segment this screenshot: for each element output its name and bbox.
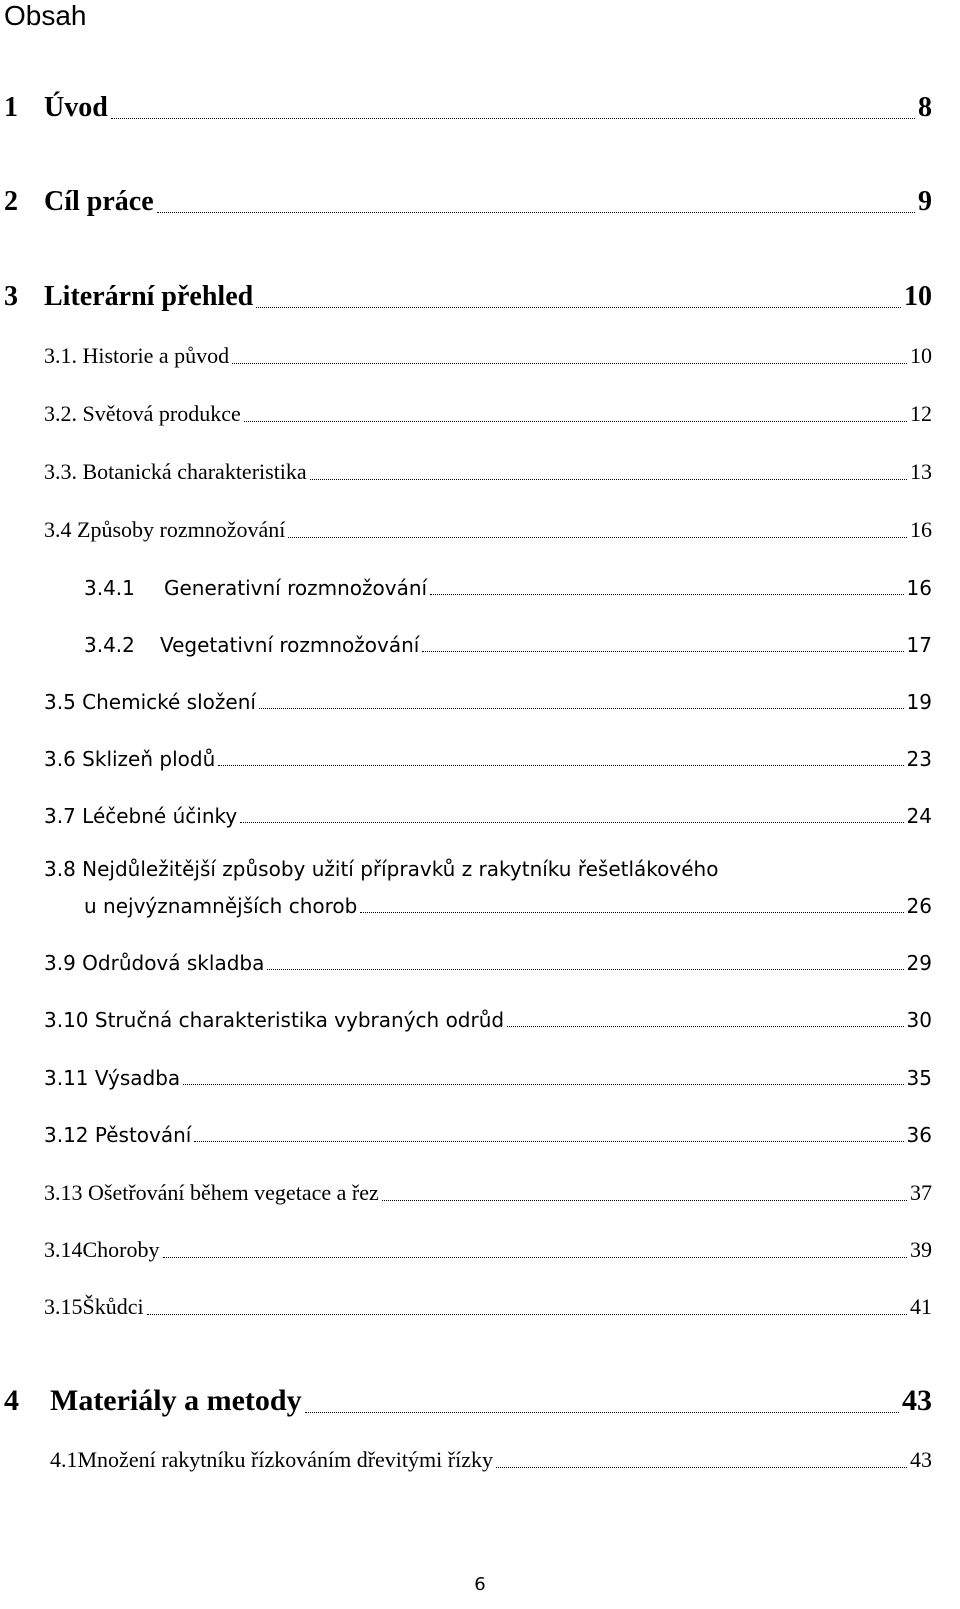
toc-entry-3-13[interactable] <box>44 1180 932 1206</box>
toc-number: 3.4.2 <box>84 633 135 657</box>
toc-entry-3-4-2[interactable] <box>84 633 932 657</box>
toc-entry-materialy-a-metody[interactable] <box>4 1384 932 1418</box>
toc-page-number: 17 <box>906 633 932 657</box>
toc-number: 1 <box>4 92 18 123</box>
toc-number: 3 <box>4 281 18 312</box>
toc-entry-3-4[interactable] <box>44 517 932 543</box>
toc-page-number: 26 <box>906 894 932 918</box>
dot-leader <box>259 708 904 709</box>
dot-leader <box>183 1084 903 1085</box>
toc-page-number: 29 <box>906 951 932 975</box>
toc-page-number: 43 <box>910 1447 932 1472</box>
toc-entry-3-14[interactable] <box>44 1237 932 1263</box>
toc-entry-3-8[interactable] <box>84 894 932 918</box>
toc-page-number: 16 <box>910 517 932 542</box>
toc-title: 3.14Choroby <box>44 1237 160 1262</box>
toc-label <box>4 1384 302 1418</box>
toc-entry-4-1[interactable] <box>50 1447 932 1473</box>
dot-leader <box>256 307 901 308</box>
toc-page-number: 37 <box>910 1180 932 1205</box>
dot-leader <box>288 537 907 538</box>
toc-entry-3-12[interactable] <box>44 1123 932 1147</box>
toc-entry-uvod[interactable] <box>4 92 932 124</box>
toc-page-number: 36 <box>906 1123 932 1147</box>
toc-title: 3.7 Léčebné účinky <box>44 804 238 828</box>
dot-leader <box>267 969 903 970</box>
toc-page-number: 23 <box>906 747 932 771</box>
toc-title: 3.4 Způsoby rozmnožování <box>44 517 286 542</box>
dot-leader <box>360 912 903 913</box>
toc-entry-cil-prace[interactable] <box>4 186 932 218</box>
toc-label <box>4 281 253 313</box>
toc-title: 3.3. Botanická charakteristika <box>44 459 307 484</box>
toc-page-number: 8 <box>918 92 932 123</box>
dot-leader <box>382 1200 907 1201</box>
toc-title: Generativní rozmnožování <box>164 576 428 600</box>
toc-page-number: 43 <box>902 1384 932 1417</box>
toc-title: Vegetativní rozmnožování <box>160 633 420 657</box>
toc-entry-3-15[interactable] <box>44 1294 932 1320</box>
toc-entry-3-11[interactable] <box>44 1066 932 1090</box>
toc-number: 3.4.1 <box>84 576 135 600</box>
toc-title: 3.13 Ošetřování během vegetace a řez <box>44 1180 379 1205</box>
toc-page-number: 16 <box>906 576 932 600</box>
toc-page-number: 19 <box>906 690 932 714</box>
toc-number: 2 <box>4 186 18 217</box>
toc-entry-3-4-1[interactable] <box>84 576 932 600</box>
toc-number: 4 <box>4 1384 19 1417</box>
toc-page-number: 24 <box>906 804 932 828</box>
toc-entry-3-2[interactable] <box>44 401 932 427</box>
toc-title: 3.2. Světová produkce <box>44 401 241 426</box>
toc-page-number: 10 <box>904 281 932 312</box>
dot-leader <box>430 594 903 595</box>
toc-title: 3.6 Sklizeň plodů <box>44 747 216 771</box>
toc-label <box>4 92 108 124</box>
toc-title: 4.1Množení rakytníku řízkováním dřevitými řízky <box>50 1447 493 1472</box>
dot-leader <box>232 363 907 364</box>
toc-title: 3.1. Historie a původ <box>44 343 230 368</box>
toc-page-number: 30 <box>906 1008 932 1032</box>
toc-entry-3-3[interactable] <box>44 459 932 485</box>
dot-leader <box>244 421 907 422</box>
toc-entry-3-10[interactable] <box>44 1008 932 1032</box>
dot-leader <box>422 651 903 652</box>
toc-entry-3-5[interactable] <box>44 690 932 714</box>
toc-title: 3.5 Chemické složení <box>44 690 256 714</box>
dot-leader <box>310 479 907 480</box>
toc-title: Cíl práce <box>44 186 154 217</box>
toc-title: Literární přehled <box>44 281 254 312</box>
toc-page-number: 9 <box>918 186 932 217</box>
dot-leader <box>157 212 915 213</box>
dot-leader <box>111 118 915 119</box>
toc-entry-literarni-prehled[interactable] <box>4 281 932 313</box>
toc-page-number: 41 <box>910 1294 932 1319</box>
toc-title: 3.9 Odrůdová skladba <box>44 951 265 975</box>
dot-leader <box>496 1467 907 1468</box>
toc-label <box>84 576 427 600</box>
toc-entry-3-7[interactable] <box>44 804 932 828</box>
toc-entry-3-8-line1[interactable]: 3.8 Nejdůležitější způsoby užití přípravků z rakytníku řešetlákového <box>44 857 719 881</box>
toc-page-number: 35 <box>906 1066 932 1090</box>
toc-title: 3.10 Stručná charakteristika vybraných odrůd <box>44 1008 505 1032</box>
page-title: Obsah <box>4 0 87 31</box>
toc-title: 3.12 Pěstování <box>44 1123 192 1147</box>
toc-label <box>4 186 154 218</box>
dot-leader <box>194 1141 903 1142</box>
dot-leader <box>147 1314 907 1315</box>
toc-entry-3-9[interactable] <box>44 951 932 975</box>
toc-page-number: 39 <box>910 1237 932 1262</box>
page-number: 6 <box>474 1574 486 1595</box>
toc-title: Úvod <box>44 92 108 123</box>
toc-entry-3-6[interactable] <box>44 747 932 771</box>
toc-title: 3.11 Výsadba <box>44 1066 181 1090</box>
dot-leader <box>305 1412 899 1413</box>
toc-page-number: 12 <box>910 401 932 426</box>
toc-label <box>84 633 419 657</box>
toc-title: 3.15Škůdci <box>44 1294 144 1319</box>
toc-title: u nejvýznamnějších chorob <box>84 894 358 918</box>
toc-title: Materiály a metody <box>50 1384 302 1417</box>
toc-entry-3-1[interactable] <box>44 343 932 369</box>
toc-page-number: 10 <box>910 343 932 368</box>
dot-leader <box>507 1026 903 1027</box>
toc-page-number: 13 <box>910 459 932 484</box>
dot-leader <box>163 1257 908 1258</box>
dot-leader <box>240 822 903 823</box>
dot-leader <box>218 765 903 766</box>
